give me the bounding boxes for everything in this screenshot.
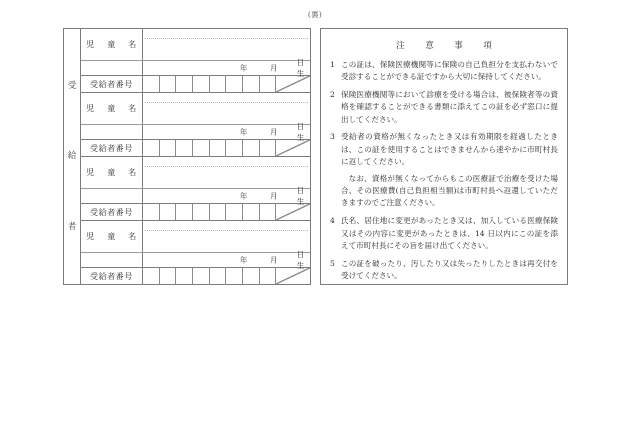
number-cell[interactable] — [160, 76, 177, 92]
number-cell[interactable] — [226, 268, 243, 284]
child-name-input[interactable] — [143, 221, 310, 252]
recipient-entry-group — [81, 157, 310, 221]
number-strikethrough-cell — [276, 204, 310, 220]
child-name-label: 児 童 名 — [81, 93, 143, 124]
recipient-number-boxes[interactable] — [143, 268, 310, 284]
vertical-label-char: 給 — [67, 151, 77, 162]
number-cell[interactable] — [143, 268, 160, 284]
birthdate-row — [81, 58, 310, 78]
recipient-entry-group — [81, 29, 310, 93]
child-name-label: 児 童 名 — [81, 221, 143, 252]
notes-title: 注 意 事 項 — [396, 41, 498, 51]
recipient-number-row — [81, 76, 310, 92]
furigana-guide-line — [145, 102, 308, 103]
number-cell[interactable] — [176, 76, 193, 92]
note-number: 2 — [330, 90, 335, 100]
birthdate-spacer — [81, 253, 143, 267]
year-mark: 年 — [239, 255, 248, 265]
recipient-number-boxes[interactable] — [143, 204, 310, 220]
birthdate-input[interactable] — [143, 186, 310, 206]
number-cell[interactable] — [260, 268, 277, 284]
birthdate-spacer — [81, 61, 143, 75]
note-item — [330, 59, 558, 84]
birthdate-input[interactable] — [143, 250, 310, 270]
note-text: 氏名、居住地に変更があったとき又は、加入している医療保険又はその内容に変更があったときは、14 日以内にこの証を添えて市町村長にその旨を届け出てください。 — [341, 216, 558, 250]
month-mark: 月 — [269, 127, 278, 137]
vertical-label-char: 者 — [67, 221, 77, 232]
number-cell[interactable] — [260, 76, 277, 92]
note-text: なお、資格が無くなってからもこの医療証で治療を受けた場合、その医療費(自己負担相当額)は市町村長へ返還していただきますのでご注意ください。 — [341, 173, 558, 208]
child-name-label: 児 童 名 — [81, 157, 143, 188]
note-number: 1 — [330, 60, 335, 69]
note-item — [330, 215, 558, 252]
birthdate-input[interactable] — [143, 122, 310, 142]
day-mark: 日生 — [296, 186, 305, 206]
recipient-number-label: 受給者番号 — [81, 76, 143, 92]
number-cell[interactable] — [243, 204, 260, 220]
number-cell[interactable] — [193, 268, 210, 284]
child-name-row — [81, 157, 310, 189]
number-cell[interactable] — [226, 204, 243, 220]
child-name-row — [81, 221, 310, 253]
number-cell[interactable] — [260, 140, 277, 156]
number-cell[interactable] — [160, 204, 177, 220]
birthdate-input[interactable] — [143, 58, 310, 78]
number-cell[interactable] — [243, 140, 260, 156]
number-cell[interactable] — [210, 140, 227, 156]
month-mark: 月 — [269, 191, 278, 201]
number-strikethrough-cell — [276, 268, 310, 284]
recipient-number-row — [81, 140, 310, 156]
number-cell[interactable] — [210, 268, 227, 284]
year-mark: 年 — [239, 63, 248, 73]
child-name-input[interactable] — [143, 157, 310, 188]
recipient-number-boxes[interactable] — [143, 76, 310, 92]
recipient-number-boxes[interactable] — [143, 140, 310, 156]
day-mark: 日生 — [296, 58, 305, 78]
recipient-number-label: 受給者番号 — [81, 204, 143, 220]
child-name-label: 児 童 名 — [81, 29, 143, 60]
recipient-entry-groups — [81, 29, 310, 284]
number-cell[interactable] — [210, 204, 227, 220]
child-name-row — [81, 29, 310, 61]
day-mark: 日生 — [296, 122, 305, 142]
year-mark: 年 — [239, 191, 248, 201]
birthdate-row — [81, 122, 310, 142]
number-cell[interactable] — [160, 268, 177, 284]
number-cell[interactable] — [143, 140, 160, 156]
note-text: この証は、保険医療機関等に保険の自己負担分を支払わないで受診することができる証ですから大切に保持してください。 — [341, 60, 558, 82]
note-number: 5 — [330, 258, 335, 268]
note-item — [330, 131, 558, 168]
note-text: 受給者の資格が無くなったとき又は有効期限を経過したときは、この証を使用することはできませんから速やかに市町村長に返してください。 — [341, 132, 558, 167]
birthdate-spacer — [81, 125, 143, 139]
recipient-entry-group — [81, 93, 310, 157]
child-name-row — [81, 93, 310, 125]
recipient-number-label: 受給者番号 — [81, 140, 143, 156]
furigana-guide-line — [145, 166, 308, 167]
note-number: 4 — [330, 216, 335, 226]
number-cell[interactable] — [143, 76, 160, 92]
recipient-table — [63, 28, 311, 285]
note-number — [330, 173, 341, 210]
recipient-number-row — [81, 204, 310, 220]
number-cell[interactable] — [176, 140, 193, 156]
number-cell[interactable] — [160, 140, 177, 156]
note-item — [330, 89, 558, 126]
note-number: 3 — [330, 132, 335, 142]
recipient-vertical-label — [64, 29, 81, 284]
furigana-guide-line — [145, 38, 308, 39]
number-cell[interactable] — [193, 204, 210, 220]
day-mark: 日生 — [296, 250, 305, 270]
number-cell[interactable] — [243, 76, 260, 92]
furigana-guide-line — [145, 230, 308, 231]
month-mark: 月 — [269, 255, 278, 265]
notes-panel — [320, 28, 568, 285]
note-text: 保険医療機関等において診療を受ける場合は、被保険者等の資格を確認することができる書類に添えてこの証を必ず窓口に提出してください。 — [341, 90, 558, 124]
number-cell[interactable] — [176, 204, 193, 220]
number-cell[interactable] — [193, 76, 210, 92]
birthdate-row — [81, 250, 310, 270]
number-cell[interactable] — [260, 204, 277, 220]
note-item — [330, 258, 558, 283]
number-cell[interactable] — [226, 76, 243, 92]
note-text: この証を破ったり、汚したり又は失ったりしたときは再交付を受けてください。 — [341, 258, 558, 280]
recipient-number-label: 受給者番号 — [81, 268, 143, 284]
number-cell[interactable] — [193, 140, 210, 156]
number-strikethrough-cell — [276, 140, 310, 156]
child-name-input[interactable] — [143, 93, 310, 124]
birthdate-spacer — [81, 189, 143, 203]
number-strikethrough-cell — [276, 76, 310, 92]
birthdate-row — [81, 186, 310, 206]
number-cell[interactable] — [243, 268, 260, 284]
note-item-continuation — [330, 173, 558, 210]
page-side-marker: (裏) — [307, 10, 323, 19]
number-cell[interactable] — [143, 204, 160, 220]
number-cell[interactable] — [226, 140, 243, 156]
month-mark: 月 — [269, 63, 278, 73]
vertical-label-char: 受 — [67, 80, 77, 91]
recipient-entry-group — [81, 221, 310, 284]
year-mark: 年 — [239, 127, 248, 137]
number-cell[interactable] — [176, 268, 193, 284]
child-name-input[interactable] — [143, 29, 310, 60]
recipient-number-row — [81, 268, 310, 284]
number-cell[interactable] — [210, 76, 227, 92]
